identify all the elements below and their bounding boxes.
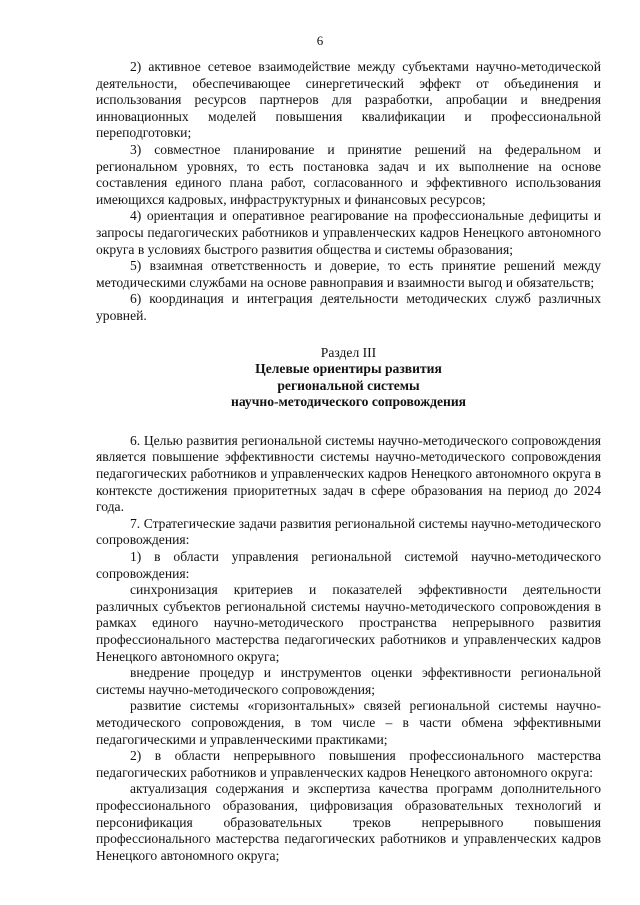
section-title-line-2: региональной системы (277, 377, 420, 393)
paragraph-principle-6: 6) координация и интеграция деятельности методических служб различных уровней. (96, 291, 601, 323)
paragraph-tasks: 7. Стратегические задачи развития региональной системы научно-методического сопровождения: (96, 515, 601, 548)
section-label: Раздел III (320, 344, 377, 360)
paragraph-task-1: 1) в области управления региональной системой научно-методического сопровождения: (96, 549, 601, 581)
page-number: 6 (316, 33, 324, 48)
section-title-line-1: Целевые ориентиры развития (255, 361, 442, 377)
paragraph-principle-4: 4) ориентация и оперативное реагирование на профессиональные дефициты и запросы педагогических работников и управленческих кадров Ненецкого автономного округа в условиях быстрого развития общества и системы образования; (96, 208, 601, 257)
paragraph-goal: 6. Целью развития региональной системы научно-методического сопровождения является повышение эффективности системы научно-методического сопровождения педагогических работников и управленческих кадров Ненецкого автономного округа в контексте достижения приоритетных задач в сфере образования на период до 2024 года. (96, 432, 601, 515)
paragraph-task-2: 2) в области непрерывного повышения профессионального мастерства педагогических работников и управленческих кадров Ненецкого автономного округа: (96, 748, 601, 780)
paragraph-principle-5: 5) взаимная ответственность и доверие, то есть принятие решений между методическими службами на основе равноправия и взаимности выгод и обязательств; (96, 258, 601, 290)
paragraph-task-1-item-3: развитие системы «горизонтальных» связей региональной системы научно-методического сопровождения, в том числе – в части обмена эффективными педагогическими и управленческими практиками; (96, 698, 601, 747)
paragraph-principle-3: 3) совместное планирование и принятие решений на федеральном и региональном уровнях, то есть постановка задач и их выполнение на основе составления единого плана работ, согласованного и эффективного использования имеющихся кадровых, инфраструктурных и финансовых ресурсов; (96, 141, 601, 207)
paragraph-task-1-item-2: внедрение процедур и инструментов оценки эффективности региональной системы научно-методического сопровождения; (96, 665, 601, 697)
section-heading (96, 345, 601, 411)
paragraph-task-1-item-1: синхронизация критериев и показателей эффективности деятельности различных субъектов региональной системы научно-методического сопровождения в рамках единого научно-методического пространства непрерывного развития профессионального мастерства педагогических работников и управленческих кадров Ненецкого автономного округа; (96, 582, 601, 664)
paragraph-principle-2: 2) активное сетевое взаимодействие между субъектами научно-методической деятельности, обеспечивающее синергетический эффект от объединения и использования ресурсов партнеров для разработки, апробации и внедрения инновационных моделей повышения квалификации и профессиональной переподготовки; (96, 59, 601, 141)
document-body (96, 59, 601, 864)
section-body (96, 433, 601, 864)
section-title-line-3: научно-методического сопровождения (230, 394, 466, 410)
paragraph-task-2-item-1: актуализация содержания и экспертиза качества программ дополнительного профессионального образования, цифровизация образовательных технологий и персонификация образовательных треков непрерывного повышения профессионального мастерства педагогических работников и управленческих кадров Ненецкого автономного округа; (96, 781, 601, 863)
